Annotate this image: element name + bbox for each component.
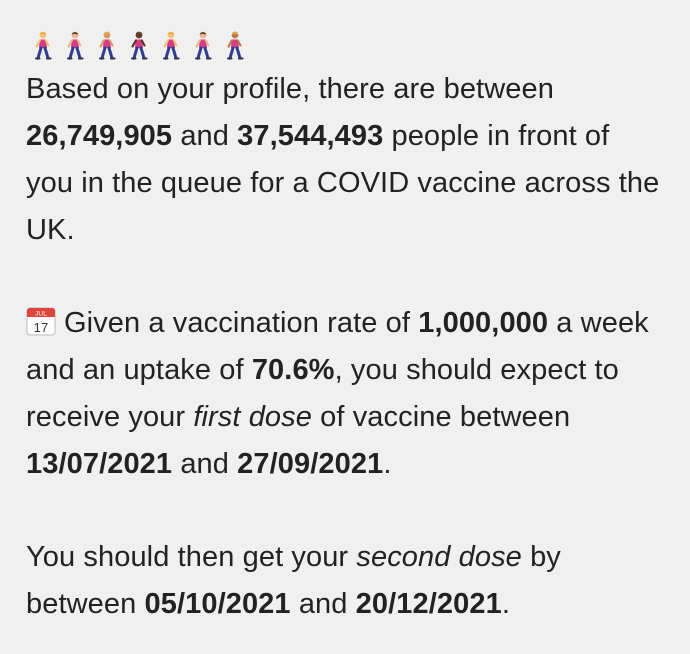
- first-dose-text-1: Given a vaccination rate of: [64, 307, 419, 339]
- person-walking-icon: [188, 30, 216, 60]
- first-dose-text-5: .: [383, 448, 392, 480]
- calendar-icon: [26, 306, 56, 336]
- first-dose-paragraph: [26, 300, 664, 488]
- calendar-day: 17: [33, 320, 49, 335]
- queue-high-count: 37,544,493: [237, 120, 384, 152]
- first-dose-label: first dose: [193, 401, 312, 433]
- second-dose-start-date: 05/10/2021: [144, 588, 291, 620]
- queue-text-before: Based on your profile, there are between: [26, 73, 554, 105]
- vaccination-rate: 1,000,000: [418, 307, 549, 339]
- walkers-row: [28, 26, 664, 60]
- paragraph-spacer: [26, 488, 664, 534]
- first-dose-text-3: , you should expect to receive your: [26, 354, 619, 433]
- second-dose-paragraph: [26, 534, 664, 628]
- queue-low-count: 26,749,905: [26, 120, 173, 152]
- queue-paragraph: [26, 66, 664, 254]
- second-dose-and: and: [290, 588, 356, 620]
- person-walking-icon: [92, 30, 120, 60]
- first-dose-start-date: 13/07/2021: [26, 448, 173, 480]
- first-dose-and: and: [172, 448, 238, 480]
- queue-and: and: [172, 120, 238, 152]
- first-dose-end-date: 27/09/2021: [237, 448, 384, 480]
- second-dose-text-3: .: [501, 588, 510, 620]
- first-dose-text-2: a week and an uptake of: [26, 307, 649, 386]
- second-dose-end-date: 20/12/2021: [355, 588, 502, 620]
- person-walking-icon: [28, 30, 56, 60]
- person-walking-icon: [156, 30, 184, 60]
- second-dose-label: second dose: [356, 541, 522, 573]
- queue-text-after: people in front of you in the queue for a COVID vaccine across the UK.: [26, 120, 660, 246]
- person-walking-icon: [124, 30, 152, 60]
- person-walking-icon: [60, 30, 88, 60]
- person-walking-icon: [220, 30, 248, 60]
- second-dose-text-1: You should then get your: [26, 541, 357, 573]
- paragraph-spacer: [26, 254, 664, 300]
- calendar-month: JUL: [35, 310, 47, 318]
- uptake-percent: 70.6%: [251, 354, 335, 386]
- second-dose-text-2: by between: [26, 541, 561, 620]
- first-dose-text-4: of vaccine between: [312, 401, 571, 433]
